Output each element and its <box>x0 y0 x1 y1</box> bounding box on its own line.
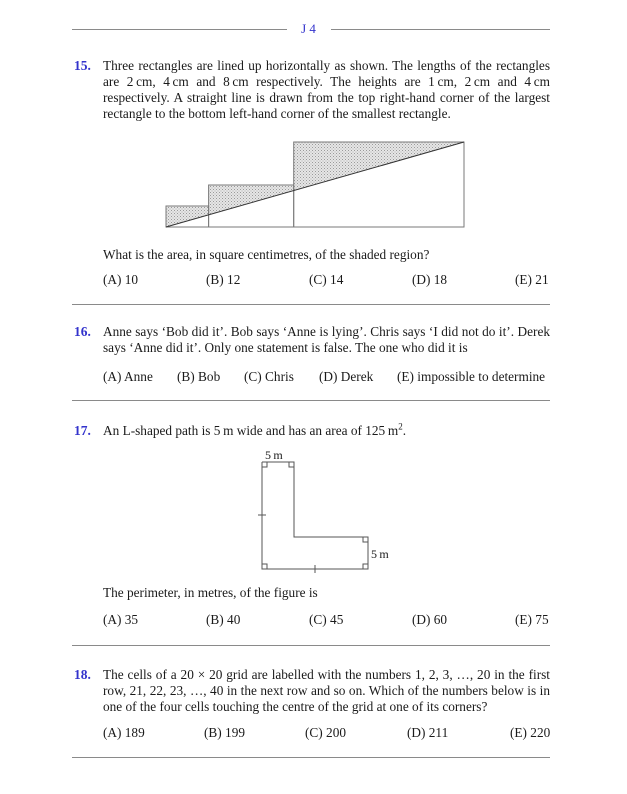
middle-rectangle <box>209 185 294 227</box>
option-d[interactable]: (D) Derek <box>319 369 374 384</box>
option-b[interactable]: (B) Bob <box>177 369 221 384</box>
right-width-label: 5 m <box>371 547 389 561</box>
option-c[interactable]: (C) Chris <box>244 369 294 384</box>
option-e[interactable]: (E) 21 <box>515 272 549 287</box>
question-text-end: . <box>402 423 407 438</box>
question-prompt: The perimeter, in metres, of the figure is <box>103 585 318 600</box>
option-b[interactable]: (B) 199 <box>204 725 245 740</box>
option-c[interactable]: (C) 14 <box>309 272 344 287</box>
option-d[interactable]: (D) 211 <box>407 725 449 740</box>
l-shape-outline <box>262 462 368 569</box>
right-angle-mark <box>289 462 294 467</box>
right-angle-mark <box>363 537 368 542</box>
option-a[interactable]: (A) Anne <box>103 369 153 384</box>
option-e[interactable]: (E) 220 <box>510 725 551 740</box>
top-width-label: 5 m <box>265 448 283 462</box>
question-text <box>103 423 550 439</box>
shaded-region <box>166 142 464 227</box>
large-rectangle <box>294 142 464 227</box>
question-text: Three rectangles are lined up horizontally as shown. The lengths of the rectangles are 2 cm, 4 cm and 8 cm respectively. The heights are 1 cm, 2 cm and 4 cm respectively. A straight line is drawn from the top right-hand corner of the largest rectangle to the bottom left-hand corner of the smallest rectangle. <box>103 58 550 121</box>
option-c[interactable]: (C) 200 <box>305 725 346 740</box>
section-divider <box>72 400 550 401</box>
option-e[interactable]: (E) 75 <box>515 612 549 627</box>
option-a[interactable]: (A) 35 <box>103 612 139 627</box>
question-text-main: An L-shaped path is 5 m wide and has an area of 125 m <box>103 423 399 438</box>
option-d[interactable]: (D) 60 <box>412 612 448 627</box>
section-divider <box>72 304 550 305</box>
option-c[interactable]: (C) 45 <box>309 612 344 627</box>
right-angle-mark <box>262 564 267 569</box>
option-d[interactable]: (D) 18 <box>412 272 448 287</box>
question-number: 18. <box>74 667 91 682</box>
question-text: Anne says ‘Bob did it’. Bob says ‘Anne is lying’. Chris says ‘I did not do it’. Derek says ‘Anne did it’. Only one statement is false. The one who did it is <box>103 324 550 355</box>
section-divider <box>72 645 550 646</box>
section-divider <box>72 757 550 758</box>
right-angle-mark <box>363 564 368 569</box>
question-number: 15. <box>74 58 91 73</box>
header-rule-left <box>72 29 287 30</box>
question-number: 17. <box>74 423 91 438</box>
diagonal-line <box>166 142 464 227</box>
option-a[interactable]: (A) 10 <box>103 272 139 287</box>
page-label: J 4 <box>301 21 316 36</box>
option-e[interactable]: (E) impossible to determine <box>397 369 546 384</box>
header-rule-right <box>331 29 550 30</box>
question-number: 16. <box>74 324 91 339</box>
option-a[interactable]: (A) 189 <box>103 725 145 740</box>
option-b[interactable]: (B) 40 <box>206 612 241 627</box>
superscript: 2 <box>398 421 403 432</box>
question-prompt: What is the area, in square centimetres, of the shaded region? <box>103 247 430 262</box>
question-text: The cells of a 20 × 20 grid are labelled with the numbers 1, 2, 3, …, 20 in the first row, 21, 22, 23, …, 40 in the next row and so on. Which of the numbers below is in one of the four cells touching the centre of the grid at one of its corners? <box>103 667 550 714</box>
small-rectangle <box>166 206 209 227</box>
option-b[interactable]: (B) 12 <box>206 272 241 287</box>
